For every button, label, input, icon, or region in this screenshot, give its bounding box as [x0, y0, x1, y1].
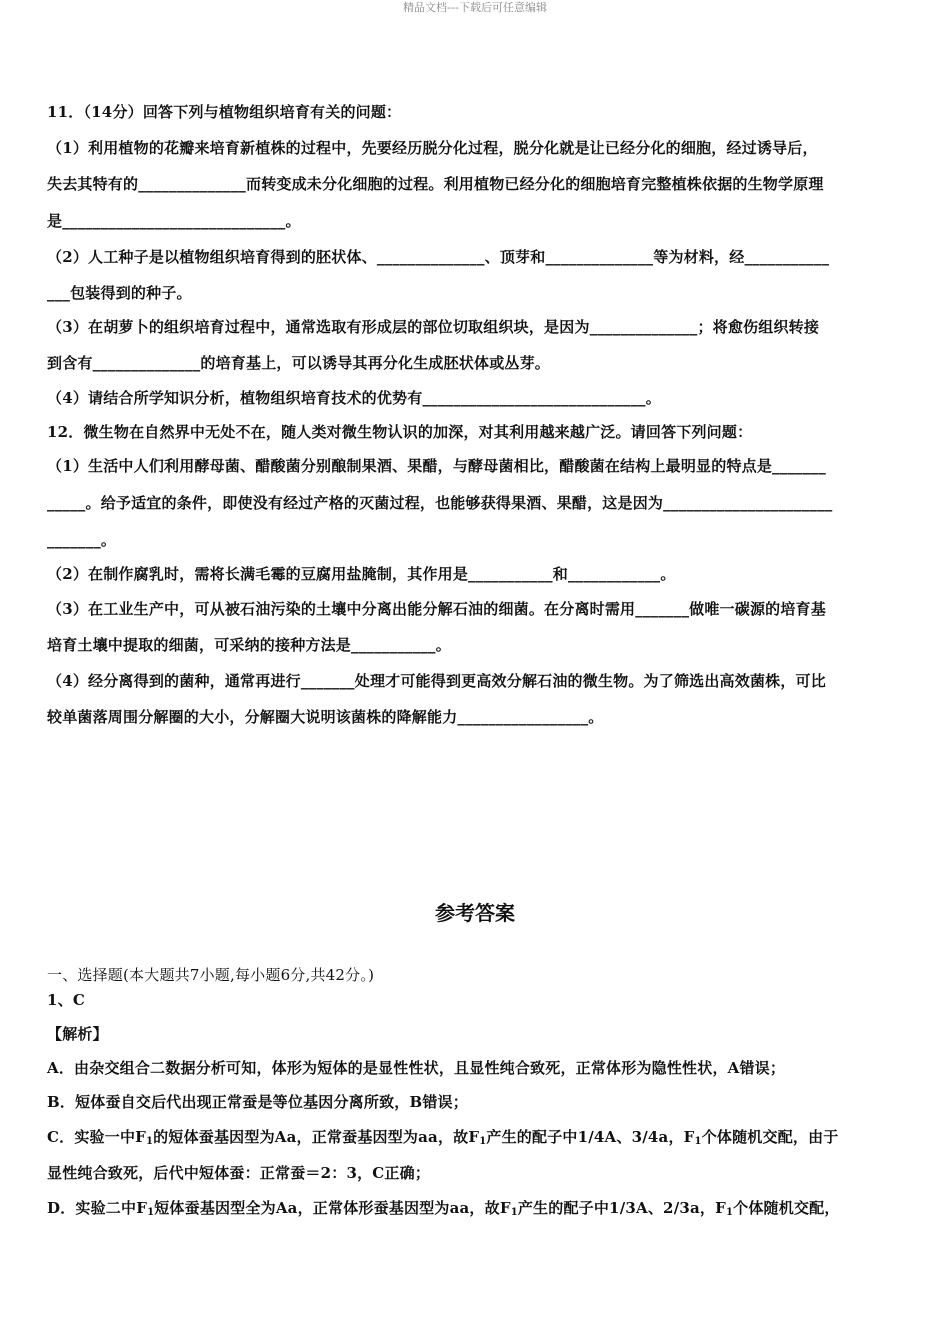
option-d-part3: 产生的配子中1/3A、2/3a，F: [517, 1199, 726, 1217]
analysis-option-c-line1: [47, 1127, 907, 1147]
subscript-1: 1: [510, 1207, 518, 1218]
option-d-part1: D．实验二中F: [47, 1199, 148, 1217]
subscript-1: 1: [147, 1207, 155, 1218]
option-c-part3: 产生的配子中1/4A、3/4a，F: [486, 1128, 695, 1146]
q12-part3-line1: （3）在工业生产中，可从被石油污染的土壤中分离出能分解石油的细菌。在分离时需用_______做唯一碳源的培育基: [47, 600, 826, 618]
option-c-part4: 个体随机交配，由于: [701, 1128, 839, 1146]
q12-part1-line3: _______。: [47, 531, 117, 549]
q11-title: 11．（14分）回答下列与植物组织培育有关的问题：: [47, 103, 402, 121]
q11-part1-line1: （1）利用植物的花瓣来培育新植株的过程中，先要经历脱分化过程，脱分化就是让已经分化的细胞，经过诱导后，: [47, 139, 818, 157]
q11-part2-line1: （2）人工种子是以植物组织培育得到的胚状体、______________、顶芽和______________等为材料，经___________: [47, 248, 830, 266]
option-c-part1: C．实验一中F: [47, 1128, 146, 1146]
analysis-option-c-line2: 显性纯合致死，后代中短体蚕：正常蚕＝2：3，C正确；: [47, 1164, 431, 1182]
q11-part3-line2: 到含有______________的培育基上，可以诱导其再分化生成胚状体或丛芽。: [47, 354, 551, 372]
analysis-label: 【解析】: [47, 1025, 108, 1043]
subscript-1: 1: [479, 1136, 487, 1147]
page-header: 精品文档---下载后可任意编辑: [403, 1, 547, 14]
q11-part2-line2: ___包装得到的种子。: [47, 284, 192, 302]
answers-section-heading: 一、选择题(本大题共7小题,每小题6分,共42分。): [47, 966, 375, 984]
subscript-1: 1: [694, 1136, 702, 1147]
q11-part3-line1: （3）在胡萝卜的组织培育过程中，通常选取有形成层的部位切取组织块，是因为______________；将愈伤组织转接: [47, 318, 820, 336]
q12-part2: （2）在制作腐乳时，需将长满毛霉的豆腐用盐腌制，其作用是___________和____________。: [47, 565, 676, 583]
q12-part3-line2: 培育土壤中提取的细菌，可采纳的接种方法是___________。: [47, 636, 451, 654]
q11-part1-line2: 失去其特有的______________而转变成未分化细胞的过程。利用植物已经分化的细胞培育完整植株依据的生物学原理: [47, 175, 824, 193]
option-d-part2: 短体蚕基因型全为Aa，正常体形蚕基因型为aa，故F: [154, 1199, 511, 1217]
option-d-part4: 个体随机交配，: [733, 1199, 840, 1217]
q12-part1-line1: （1）生活中人们利用酵母菌、醋酸菌分别酿制果酒、果醋，与酵母菌相比，醋酸菌在结构上最明显的特点是_______: [47, 457, 826, 475]
analysis-option-b: B．短体蚕自交后代出现正常蚕是等位基因分离所致，B错误；: [47, 1093, 468, 1111]
q12-part4-line2: 较单菌落周围分解圈的大小，分解圈大说明该菌株的降解能力_________________。: [47, 708, 604, 726]
analysis-option-a: A．由杂交组合二数据分析可知，体形为短体的是显性性状，且显性纯合致死，正常体形为隐性性状，A错误；: [47, 1059, 786, 1077]
q12-part1-line2: _____。给予适宜的条件，即使没有经过产格的灭菌过程，也能够获得果酒、果醋，这是因为______________________: [47, 494, 833, 512]
subscript-1: 1: [146, 1136, 154, 1147]
subscript-1: 1: [725, 1207, 734, 1218]
answers-title: 参考答案: [435, 901, 515, 925]
q12-title: 12．微生物在自然界中无处不在，随人类对微生物认识的加深，对其利用越来越广泛。请回答下列问题：: [47, 423, 753, 441]
q11-part1-line3: 是_____________________________。: [47, 212, 301, 230]
analysis-option-d-line1: [47, 1198, 907, 1218]
q11-part4: （4）请结合所学知识分析，植物组织培育技术的优势有_____________________________。: [47, 389, 661, 407]
option-c-part2: 的短体蚕基因型为Aa，正常蚕基因型为aa，故F: [153, 1128, 480, 1146]
q12-part4-line1: （4）经分离得到的菌种，通常再进行_______处理才可能得到更高效分解石油的微生物。为了筛选出高效菌株，可比: [47, 672, 826, 690]
answer-item-1: 1、C: [47, 991, 85, 1009]
